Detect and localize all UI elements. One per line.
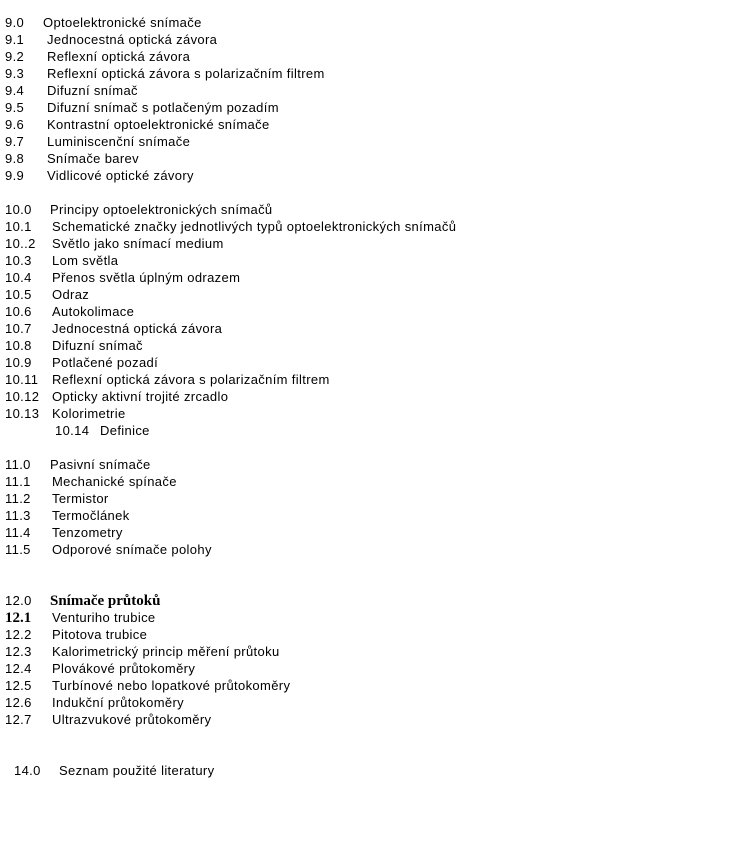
toc-entry-title: Difuzní snímač <box>52 338 143 353</box>
section-spacer <box>0 439 742 456</box>
section-12 <box>0 592 742 728</box>
toc-entry[interactable] <box>0 99 742 116</box>
toc-entry[interactable] <box>0 660 742 677</box>
toc-entry-number: 12.6 <box>5 695 32 710</box>
toc-entry-title: Difuzní snímač <box>47 83 138 98</box>
toc-entry[interactable] <box>0 694 742 711</box>
toc-entry-number: 9.7 <box>5 134 25 149</box>
toc-entry-title: Reflexní optická závora s polarizačním filtrem <box>47 66 325 81</box>
toc-entry-title: Světlo jako snímací medium <box>52 236 224 251</box>
toc-entry[interactable] <box>0 643 742 660</box>
toc-entry[interactable] <box>0 252 742 269</box>
toc-entry[interactable] <box>0 677 742 694</box>
section-14 <box>0 762 742 779</box>
toc-entry-number: 12.7 <box>5 712 32 727</box>
toc-entry-number: 11.0 <box>5 457 31 472</box>
toc-entry-title: Pitotova trubice <box>52 627 148 642</box>
toc-entry-number: 9.9 <box>5 168 25 183</box>
toc-entry[interactable] <box>0 762 742 779</box>
toc-entry-title: Opticky aktivní trojité zrcadlo <box>52 389 229 404</box>
toc-entry-title: Reflexní optická závora s polarizačním filtrem <box>52 372 330 387</box>
toc-entry-number: 12.5 <box>5 678 32 693</box>
toc-entry-number: 9.8 <box>5 151 25 166</box>
toc-entry-title: Luminiscenční snímače <box>47 134 191 149</box>
toc-entry-title: Jednocestná optická závora <box>52 321 223 336</box>
toc-entry-number: 10.14 <box>55 423 90 438</box>
toc-entry-number: 9.0 <box>5 15 25 30</box>
toc-entry-title: Pasivní snímače <box>50 457 151 472</box>
toc-entry[interactable] <box>0 14 742 31</box>
toc-entry[interactable] <box>0 116 742 133</box>
toc-entry-title: Přenos světla úplným odrazem <box>52 270 241 285</box>
section-10 <box>0 201 742 439</box>
toc-entry-number: 11.3 <box>5 508 31 523</box>
toc-entry-title: Odporové snímače polohy <box>52 542 212 557</box>
toc-entry-number: 10.8 <box>5 338 32 353</box>
toc-entry-title: Kontrastní optoelektronické snímače <box>47 117 270 132</box>
toc-entry-title: Ultrazvukové průtokoměry <box>52 712 212 727</box>
toc-entry-number: 9.4 <box>5 83 25 98</box>
toc-entry-number: 10.7 <box>5 321 32 336</box>
toc-entry[interactable] <box>0 507 742 524</box>
toc-entry[interactable] <box>0 133 742 150</box>
toc-entry[interactable] <box>0 167 742 184</box>
toc-entry-title: Principy optoelektronických snímačů <box>50 202 273 217</box>
section-9 <box>0 14 742 184</box>
toc-entry-number: 10.5 <box>5 287 32 302</box>
toc-entry[interactable] <box>0 286 742 303</box>
toc-entry-number: 9.3 <box>5 66 25 81</box>
toc-entry[interactable] <box>0 269 742 286</box>
toc-entry[interactable] <box>0 65 742 82</box>
toc-entry-title: Tenzometry <box>52 525 123 540</box>
toc-entry[interactable] <box>0 541 742 558</box>
toc-entry-title: Snímače barev <box>47 151 139 166</box>
toc-entry-number: 12.4 <box>5 661 32 676</box>
toc-entry-title: Venturiho trubice <box>52 610 156 625</box>
toc-entry-title: Reflexní optická závora <box>47 49 191 64</box>
toc-entry-number: 12.2 <box>5 627 32 642</box>
toc-entry[interactable] <box>0 31 742 48</box>
toc-entry-title: Mechanické spínače <box>52 474 177 489</box>
toc-entry-number: 10.11 <box>5 372 39 387</box>
toc-entry[interactable] <box>0 303 742 320</box>
toc-entry-title: Potlačené pozadí <box>52 355 159 370</box>
toc-entry-number: 14.0 <box>14 763 41 778</box>
toc-entry-number: 11.2 <box>5 491 31 506</box>
toc-entry-number: 12.0 <box>5 593 32 608</box>
toc-entry-number: 11.5 <box>5 542 31 557</box>
toc-entry-title: Schematické značky jednotlivých typů optoelektronických snímačů <box>52 219 457 234</box>
toc-entry[interactable] <box>0 201 742 218</box>
toc-entry[interactable] <box>0 371 742 388</box>
toc-entry[interactable] <box>0 388 742 405</box>
toc-entry-number: 10.3 <box>5 253 32 268</box>
toc-entry-title: Plovákové průtokoměry <box>52 661 196 676</box>
toc-entry-number: 9.1 <box>5 32 25 47</box>
toc-entry[interactable] <box>0 490 742 507</box>
toc-entry-number: 10.9 <box>5 355 32 370</box>
toc-entry-number: 9.6 <box>5 117 25 132</box>
toc-entry[interactable] <box>0 592 742 609</box>
toc-entry-title: Seznam použité literatury <box>59 763 215 778</box>
toc-entry[interactable] <box>0 456 742 473</box>
section-spacer <box>0 558 742 592</box>
toc-entry-title: Termočlánek <box>52 508 130 523</box>
toc-entry-title: Definice <box>100 423 150 438</box>
toc-entry-number: 10.13 <box>5 406 40 421</box>
toc-entry-number: 9.2 <box>5 49 25 64</box>
toc-entry[interactable] <box>0 320 742 337</box>
toc-entry[interactable] <box>0 150 742 167</box>
toc-entry[interactable] <box>0 235 742 252</box>
toc-entry[interactable] <box>0 48 742 65</box>
toc-entry-title: Odraz <box>52 287 90 302</box>
toc-entry[interactable] <box>0 626 742 643</box>
section-spacer <box>0 184 742 201</box>
toc-entry-title: Lom světla <box>52 253 119 268</box>
toc-entry-number: 10..2 <box>5 236 36 251</box>
toc-entry-title: Kolorimetrie <box>52 406 126 421</box>
toc-entry-title: Vidlicové optické závory <box>47 168 194 183</box>
toc-entry-title: Termistor <box>52 491 109 506</box>
toc-entry-number: 10.1 <box>5 219 32 234</box>
toc-entry-number: 9.5 <box>5 100 25 115</box>
toc-entry[interactable] <box>0 354 742 371</box>
toc-entry-title: Jednocestná optická závora <box>47 32 218 47</box>
toc-entry-number: 10.4 <box>5 270 32 285</box>
toc-entry-number: 11.1 <box>5 474 31 489</box>
toc-entry-title: Indukční průtokoměry <box>52 695 185 710</box>
toc-entry-title: Autokolimace <box>52 304 135 319</box>
toc-entry-number: 10.12 <box>5 389 40 404</box>
toc-entry-title: Turbínové nebo lopatkové průtokoměry <box>52 678 291 693</box>
toc-entry[interactable] <box>0 711 742 728</box>
toc-entry[interactable] <box>0 473 742 490</box>
toc-entry-title: Optoelektronické snímače <box>43 15 202 30</box>
toc-entry-number: 12.3 <box>5 644 32 659</box>
toc-entry-title: Difuzní snímač s potlačeným pozadím <box>47 100 279 115</box>
toc-entry[interactable] <box>0 82 742 99</box>
toc-entry-number: 10.0 <box>5 202 32 217</box>
toc-entry-number: 10.6 <box>5 304 32 319</box>
toc-entry-number: 12.1 <box>5 610 32 626</box>
toc-entry[interactable] <box>0 609 742 626</box>
toc-entry[interactable] <box>0 422 742 439</box>
toc-entry[interactable] <box>0 405 742 422</box>
toc-entry[interactable] <box>0 337 742 354</box>
toc-entry-title: Snímače průtoků <box>50 593 161 609</box>
toc-entry[interactable] <box>0 524 742 541</box>
toc-entry-title: Kalorimetrický princip měření průtoku <box>52 644 280 659</box>
toc-entry-number: 11.4 <box>5 525 31 540</box>
section-spacer <box>0 728 742 762</box>
toc-entry[interactable] <box>0 218 742 235</box>
section-11 <box>0 456 742 558</box>
